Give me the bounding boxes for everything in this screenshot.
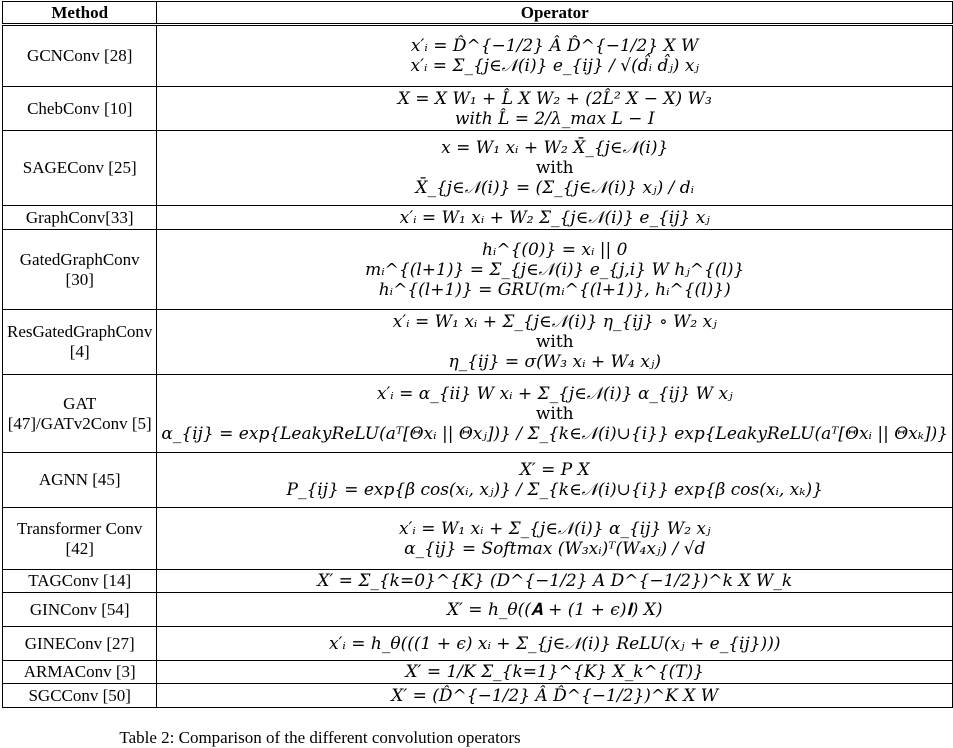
table-row (3, 206, 953, 230)
operator-line: x′ᵢ = W₁ xᵢ + W₂ Σ_{j∈𝒩(i)} e_{ij} xⱼ (399, 207, 710, 228)
method-cell: GCNConv [28] (3, 25, 157, 87)
operator-line: X′ = P X (519, 460, 590, 480)
operator-cell (157, 570, 953, 593)
method-cell: Transformer Conv [42] (3, 508, 157, 570)
operator-cell (157, 87, 953, 131)
table-row (3, 87, 953, 131)
header-row (3, 2, 953, 25)
operator-line: x′ᵢ = Σ_{j∈𝒩(i)} e_{ij} / √(d̂ᵢ d̂ⱼ) xⱼ (410, 56, 699, 76)
table-caption: Table 2: Comparison of the different convolution operators (119, 728, 521, 747)
operator-line: mᵢ^{(l+1)} = Σ_{j∈𝒩(i)} e_{j,i} W hⱼ^{(l)} (365, 259, 745, 280)
operator-line: hᵢ^{(l+1)} = GRU(mᵢ^{(l+1)}, hᵢ^{(l)}) (378, 279, 731, 300)
operator-line: X′ = h_θ((𝐀 + (1 + ϵ)𝐈) X) (446, 599, 663, 620)
method-cell: SAGEConv [25] (3, 131, 157, 206)
operator-cell (157, 508, 953, 570)
table-row (3, 131, 953, 206)
method-cell: GatedGraphConv [30] (3, 230, 157, 310)
operator-line: X̄_{j∈𝒩(i)} = (Σ_{j∈𝒩(i)} xⱼ) / dᵢ (415, 178, 695, 198)
operator-cell (157, 453, 953, 508)
operator-line: P_{ij} = exp{β cos(xᵢ, xⱼ)} / Σ_{k∈𝒩(i)∪{i}} exp{β cos(xᵢ, xₖ)} (286, 480, 823, 500)
operator-cell (157, 25, 953, 87)
method-cell: ARMAConv [3] (3, 661, 157, 684)
table-row (3, 508, 953, 570)
operator-line: x′ᵢ = W₁ xᵢ + Σ_{j∈𝒩(i)} η_{ij} ∘ W₂ xⱼ (392, 312, 717, 332)
method-cell: GINConv [54] (3, 593, 157, 627)
operator-line: X′ = 1/K Σ_{k=1}^{K} X_k^{(T)} (405, 662, 704, 682)
operator-line: hᵢ^{(0)} = xᵢ || 0 (481, 239, 628, 260)
table-row (3, 570, 953, 593)
operator-line: with (535, 158, 574, 178)
method-cell: SGCConv [50] (3, 684, 157, 708)
operator-cell (157, 684, 953, 708)
table-row (3, 684, 953, 708)
method-cell: AGNN [45] (3, 453, 157, 508)
operator-line: x = W₁ xᵢ + W₂ X̄_{j∈𝒩(i)} (441, 138, 669, 158)
operator-line: x′ᵢ = α_{ii} W xᵢ + Σ_{j∈𝒩(i)} α_{ij} W xⱼ (376, 383, 733, 404)
method-cell: GAT [47]/GATv2Conv [5] (3, 375, 157, 453)
operator-cell (157, 593, 953, 627)
operator-cell (157, 375, 953, 453)
table-row (3, 627, 953, 661)
operator-line: x′ᵢ = D̂^{−1/2} Â D̂^{−1/2} X W (410, 36, 699, 56)
table-row (3, 375, 953, 453)
operator-cell (157, 230, 953, 310)
header-method: Method (3, 2, 157, 25)
operator-line: X′ = (D̂^{−1/2} Â D̂^{−1/2})^K X W (391, 685, 719, 706)
operator-line: X′ = Σ_{k=0}^{K} (D^{−1/2} A D^{−1/2})^k X W_k (317, 571, 793, 591)
table-row (3, 593, 953, 627)
operator-cell (157, 627, 953, 661)
operator-table (2, 1, 953, 708)
operator-line: with (535, 403, 574, 424)
operator-line: with (535, 332, 574, 352)
table-row (3, 310, 953, 375)
operator-line: x′ᵢ = W₁ xᵢ + Σ_{j∈𝒩(i)} α_{ij} W₂ xⱼ (398, 518, 711, 539)
table-row (3, 230, 953, 310)
table-row (3, 25, 953, 87)
header-operator: Operator (157, 2, 953, 25)
method-cell: GraphConv[33] (3, 206, 157, 230)
operator-line: with L̂ = 2/λ_max L − I (454, 108, 655, 129)
operator-cell (157, 310, 953, 375)
method-cell: ResGatedGraphConv [4] (3, 310, 157, 375)
method-cell: TAGConv [14] (3, 570, 157, 593)
table-row (3, 453, 953, 508)
operator-line: x′ᵢ = h_θ(((1 + ϵ) xᵢ + Σ_{j∈𝒩(i)} ReLU(xⱼ + e_{ij}))) (328, 633, 781, 654)
operator-cell (157, 661, 953, 684)
operator-line: X = X W₁ + L̂ X W₂ + (2L̂² X − X) W₃ (397, 88, 712, 109)
method-cell: ChebConv [10] (3, 87, 157, 131)
operator-line: η_{ij} = σ(W₃ xᵢ + W₄ xⱼ) (448, 352, 661, 372)
operator-cell (157, 206, 953, 230)
operator-line: α_{ij} = Softmax (W₃xᵢ)ᵀ(W₄xⱼ) / √d (404, 538, 706, 559)
operator-line: α_{ij} = exp{LeakyReLU(aᵀ[Θxᵢ || Θxⱼ])} / Σ_{k∈𝒩(i)∪{i}} exp{LeakyReLU(aᵀ[Θxᵢ || Θxₖ])} (161, 423, 949, 444)
table-row (3, 661, 953, 684)
operator-cell (157, 131, 953, 206)
method-cell: GINEConv [27] (3, 627, 157, 661)
